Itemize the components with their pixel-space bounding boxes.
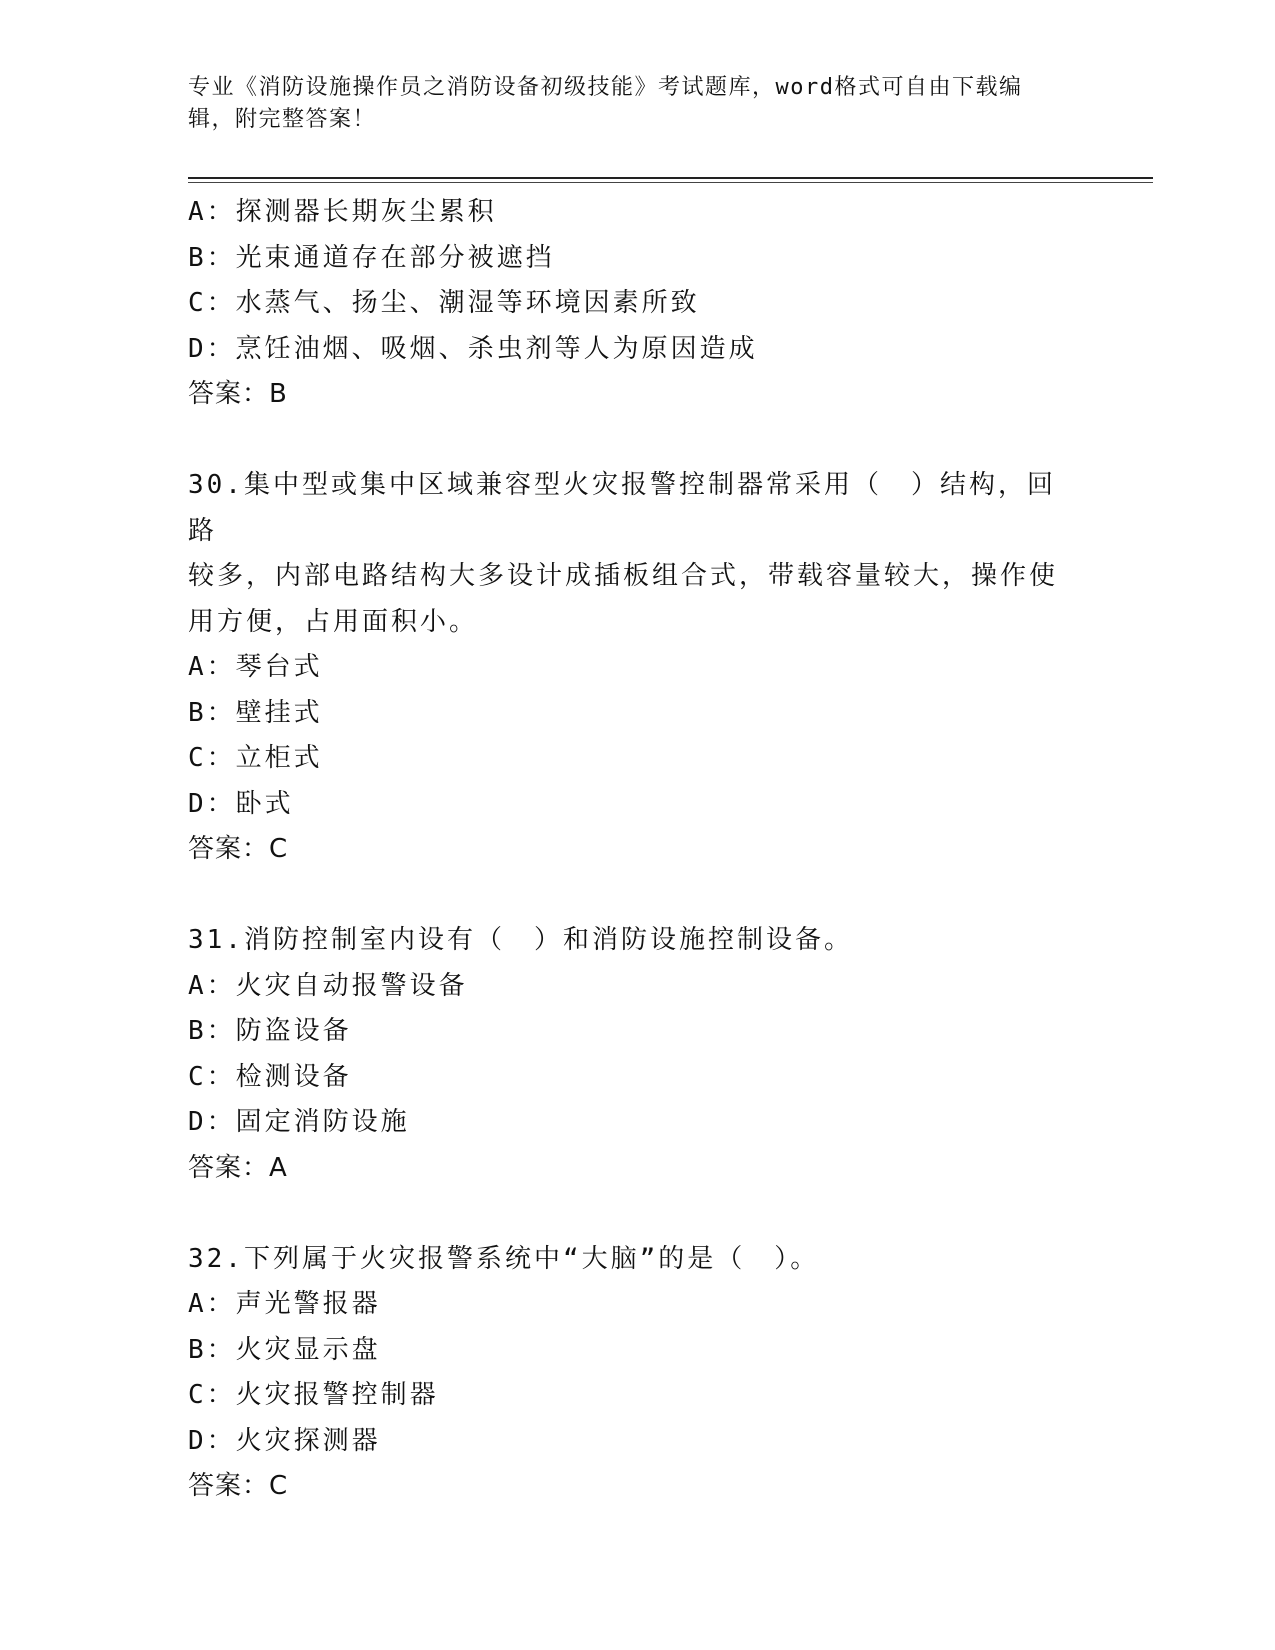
header-line-1: 专业《消防设施操作员之消防设备初级技能》考试题库，word格式可自由下载编 — [188, 75, 1023, 100]
question-29-continued — [188, 190, 1088, 418]
question-stem — [188, 463, 1068, 645]
answer-label: 答案：A — [188, 1152, 288, 1183]
option-a: A：火灾自动报警设备 — [188, 970, 468, 1001]
option-b: B：壁挂式 — [188, 697, 323, 728]
question-list — [188, 190, 1088, 1510]
option-b: B：光束通道存在部分被遮挡 — [188, 242, 555, 273]
option-c: C：水蒸气、扬尘、潮湿等环境因素所致 — [188, 288, 700, 318]
option-b: B：火灾显示盘 — [188, 1334, 381, 1365]
option-d: D：卧式 — [188, 788, 294, 819]
question-31 — [188, 918, 1088, 1191]
stem-line-2: 较多，内部电路结构大多设计成插板组合式，带载容量较大，操作使 — [188, 561, 1059, 591]
question-30 — [188, 463, 1088, 873]
question-spacer — [188, 873, 1088, 919]
header-rule-thick — [188, 177, 1153, 179]
question-stem: 32.下列属于火灾报警系统中“大脑”的是（ ）。 — [188, 1243, 820, 1274]
option-c: C：检测设备 — [188, 1061, 352, 1092]
option-a: A：声光警报器 — [188, 1289, 381, 1319]
answer-label: 答案：C — [188, 834, 289, 864]
document-header — [188, 72, 1068, 136]
header-rule-thin — [188, 182, 1153, 183]
option-d: D：火灾探测器 — [188, 1425, 381, 1456]
option-c: C：火灾报警控制器 — [188, 1380, 439, 1410]
answer-label: 答案：B — [188, 379, 288, 409]
option-b: B：防盗设备 — [188, 1016, 352, 1046]
question-stem: 31.消防控制室内设有（ ）和消防设施控制设备。 — [188, 925, 853, 955]
option-d: D：固定消防设施 — [188, 1107, 410, 1137]
answer-label: 答案：C — [188, 1471, 289, 1501]
question-32 — [188, 1237, 1088, 1510]
header-line-2: 辑，附完整答案！ — [188, 107, 377, 132]
stem-line-3: 用方便，占用面积小。 — [188, 606, 479, 637]
question-spacer — [188, 418, 1088, 464]
option-a: A：探测器长期灰尘累积 — [188, 197, 497, 227]
stem-line-1: 30.集中型或集中区域兼容型火灾报警控制器常采用（ ）结构，回路 — [188, 470, 1056, 546]
question-spacer — [188, 1191, 1088, 1237]
option-d: D：烹饪油烟、吸烟、杀虫剂等人为原因造成 — [188, 333, 758, 364]
option-c: C：立柜式 — [188, 743, 323, 773]
option-a: A：琴台式 — [188, 652, 323, 682]
